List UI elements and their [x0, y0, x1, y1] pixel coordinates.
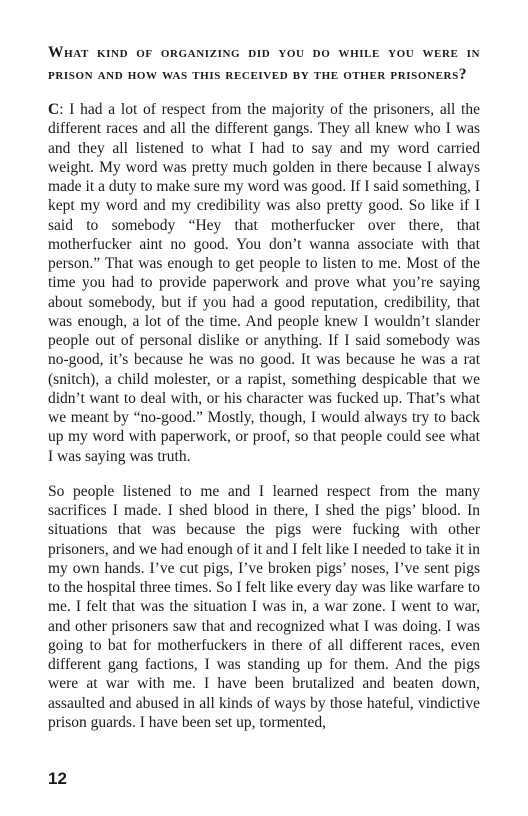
page-body	[48, 42, 480, 732]
speaker-label: C	[48, 101, 60, 118]
page-number: 12	[48, 769, 67, 788]
answer-paragraph-2	[48, 482, 480, 732]
answer-text-1: : I had a lot of respect from the majority of the prisoners, all the different races and all the different gangs. They all knew who I was and they all listened to what I had to say and my word carried weight. My word was pretty much golden in there because I always made it a duty to make sure my word was good. If I said something, I kept my word and my credibility was also pretty good. So like if I said to somebody “Hey that motherfucker over there, that motherfucker aint no good. You don’t wanna associate with that person.” That was enough to get people to listen to me. Most of the time you had to provide paperwork and prove what you’re saying about somebody, but if you had a good reputation, credibility, that was enough, a lot of the time. And people knew I wouldn’t slander people out of personal dislike or anything. If I said somebody was no-good, it’s because he was no good. It was because he was a rat (snitch), a child molester, or a rapist, something despicable that we didn’t want to deal with, or his character was fucked up. That’s what we meant by “no-good.” Mostly, though, I would always try to back up my word with paperwork, or proof, so that people could see what I was saying was truth.	[48, 101, 480, 465]
answer-text-2: So people listened to me and I learned respect from the many sacrifices I made. I shed blood in there, I shed the pigs’ blood. In situations that was because the pigs were fucking with other prisoners, and we had enough of it and I felt like I needed to take it in my own hands. I’ve cut pigs, I’ve broken pigs’ noses, I’ve sent pigs to the hospital three times. So I felt like every day was like warfare to me. I felt that was the situation I was in, a war zone. I went to war, and other prisoners saw that and recognized what I was doing. I was going to bat for motherfuckers in there of all different races, even different gang factions, I was standing up for them. And the pigs were at war with me. I have been brutalized and beaten down, assaulted and abused in all kinds of ways by those hateful, vindictive prison guards. I have been set up, tormented,	[48, 482, 480, 731]
interview-question: What kind of organizing did you do while you were in prison and how was this received by the other prisoners?	[48, 44, 480, 83]
answer-paragraph-1	[48, 100, 480, 466]
